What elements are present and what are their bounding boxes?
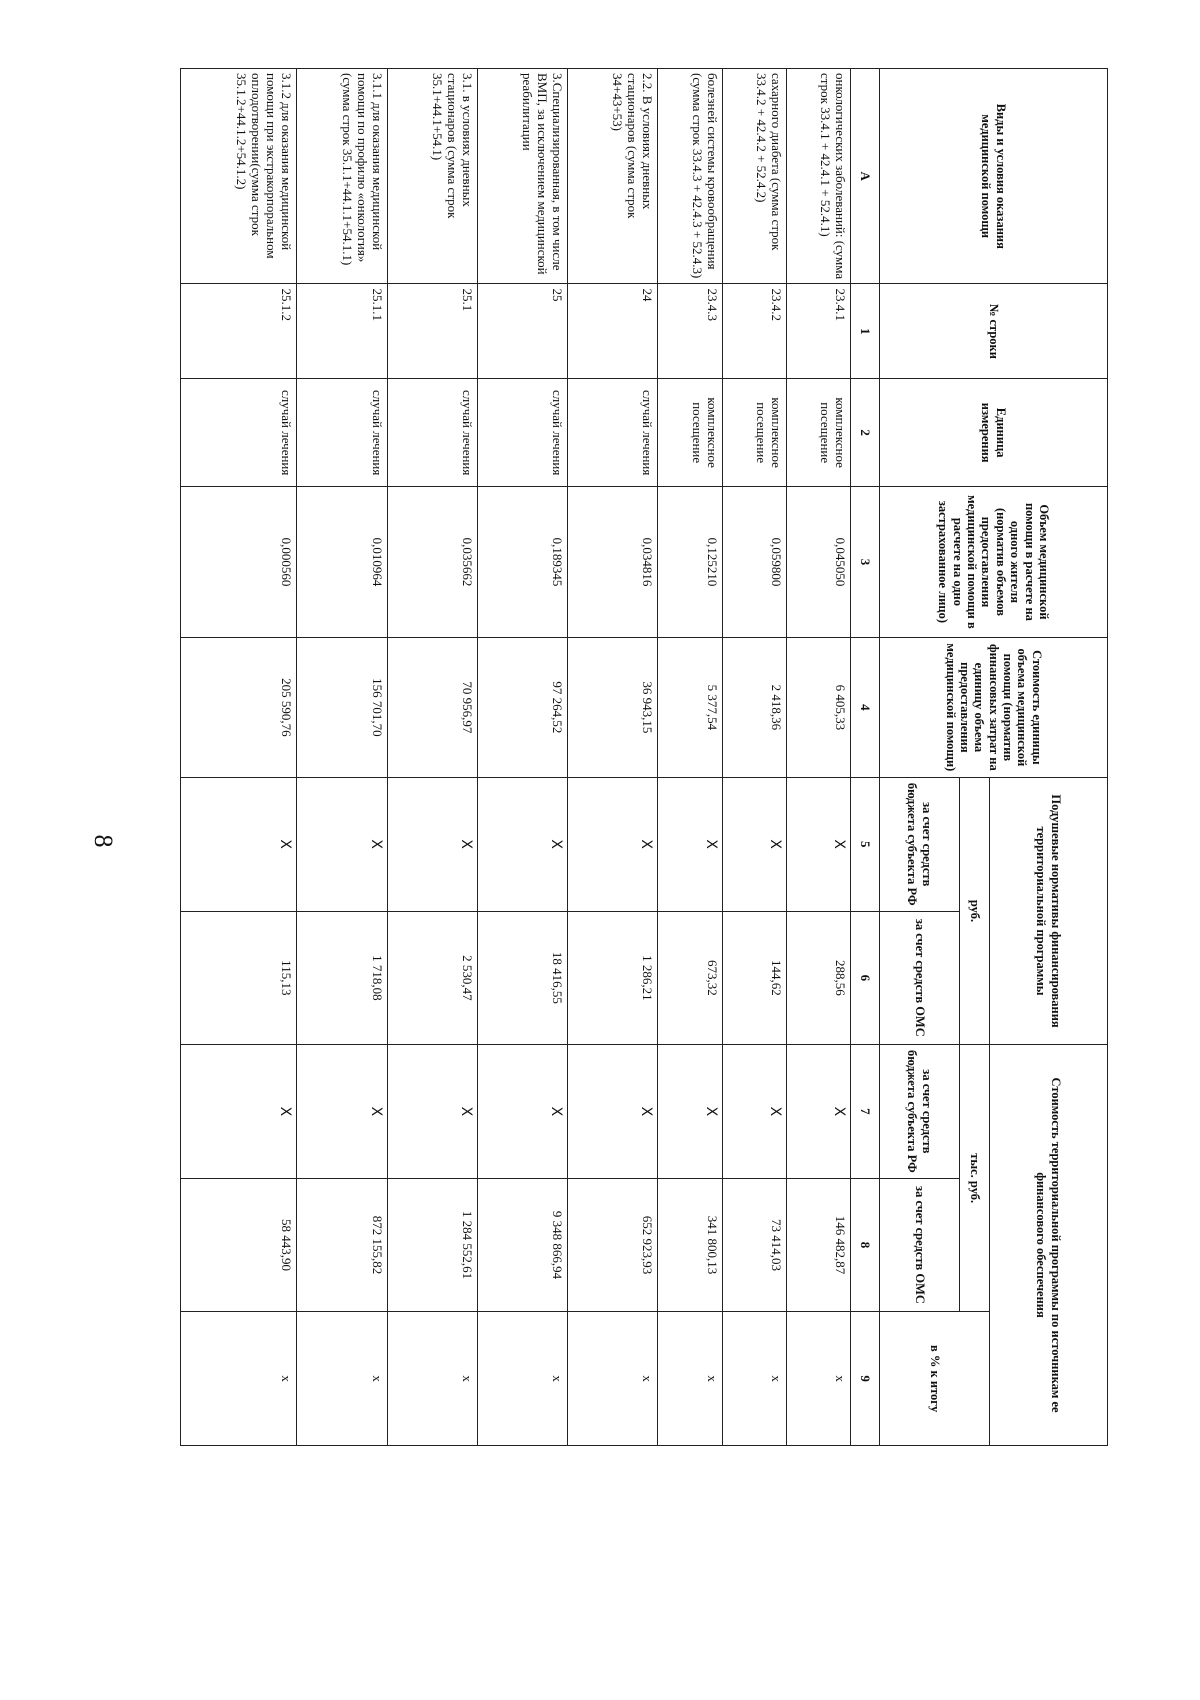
row-unit: комплексное посещение	[786, 379, 850, 487]
row-oms-per-capita: 1 286,21	[568, 911, 658, 1045]
row-unit: комплексное посещение	[722, 379, 786, 487]
header-unit-thousand-rub: тыс. руб.	[960, 1045, 990, 1312]
row-name: сахарного диабета (сумма строк 33.4.2 + 42.4.2 + 52.4.2)	[722, 69, 786, 284]
row-oms-per-capita: 673,32	[658, 911, 722, 1045]
row-oms-total: 146 482,87	[786, 1178, 850, 1312]
row-oms-per-capita: 2 530,47	[387, 911, 477, 1045]
row-budget-total: X	[387, 1045, 477, 1179]
row-volume: 0,000560	[181, 487, 297, 638]
header-col-a: Виды и условия оказания медицинской помощи	[880, 69, 1108, 284]
row-cost: 36 943,15	[568, 637, 658, 777]
row-budget-total: X	[181, 1045, 297, 1179]
row-volume: 0,010964	[297, 487, 387, 638]
row-oms-per-capita: 115,13	[181, 911, 297, 1045]
row-budget-total: X	[722, 1045, 786, 1179]
row-percent: x	[568, 1312, 658, 1446]
row-name: 3.1.1 для оказания медицинской помощи по профилю «онкология» (сумма строк 35.1.1+44.1.1+54.1.1)	[297, 69, 387, 284]
row-cost: 6 405,33	[786, 637, 850, 777]
column-number: 3	[851, 487, 880, 638]
column-number: 5	[851, 777, 880, 911]
row-name: 3.1. в условиях дневных стационаров (сумма строк 35.1+44.1+54.1)	[387, 69, 477, 284]
header-col-3: Объем медицинской помощи в расчете на одного жителя (норматив объемов предоставления медицинской помощи в расчете на одно застрахованное лицо)	[880, 487, 1108, 638]
row-line-number: 23.4.2	[722, 284, 786, 379]
row-cost: 205 590,76	[181, 637, 297, 777]
row-volume: 0,125210	[658, 487, 722, 638]
table-row	[568, 69, 658, 1446]
row-name: 2.2. В условиях дневных стационаров (сумма строк 34+43+53)	[568, 69, 658, 284]
row-budget-total: X	[658, 1045, 722, 1179]
table-row	[477, 69, 567, 1446]
row-volume: 0,045050	[786, 487, 850, 638]
row-percent: x	[477, 1312, 567, 1446]
table-row	[722, 69, 786, 1446]
header-col-4: Стоимость единицы объема медицинской помощи (норматив финансовых затрат на единицу объема предоставления медицинской помощи)	[880, 637, 1108, 777]
row-budget-total: X	[786, 1045, 850, 1179]
row-percent: x	[387, 1312, 477, 1446]
column-number: 8	[851, 1178, 880, 1312]
row-oms-total: 9 348 866,94	[477, 1178, 567, 1312]
row-name: болезней системы кровообращения (сумма строк 33.4.3 + 42.4.3 + 52.4.3)	[658, 69, 722, 284]
header-col-9: в % к итогу	[880, 1312, 990, 1446]
row-oms-total: 341 800,13	[658, 1178, 722, 1312]
row-volume: 0,034816	[568, 487, 658, 638]
row-budget-total: X	[477, 1045, 567, 1179]
row-budget-per-capita: X	[181, 777, 297, 911]
row-budget-per-capita: X	[568, 777, 658, 911]
row-budget-per-capita: X	[658, 777, 722, 911]
row-oms-per-capita: 1 718,08	[297, 911, 387, 1045]
column-number: 2	[851, 379, 880, 487]
table-row	[786, 69, 850, 1446]
row-oms-total: 73 414,03	[722, 1178, 786, 1312]
row-oms-per-capita: 288,56	[786, 911, 850, 1045]
row-unit: случай лечения	[477, 379, 567, 487]
row-oms-total: 1 284 552,61	[387, 1178, 477, 1312]
row-budget-total: X	[297, 1045, 387, 1179]
row-volume: 0,035662	[387, 487, 477, 638]
row-oms-total: 58 443,90	[181, 1178, 297, 1312]
header-col-2: Единица измерения	[880, 379, 1108, 487]
header-col-8: за счет средств ОМС	[880, 1178, 960, 1312]
row-percent: x	[722, 1312, 786, 1446]
column-number: 4	[851, 637, 880, 777]
row-line-number: 24	[568, 284, 658, 379]
column-number: А	[851, 69, 880, 284]
row-unit: случай лечения	[181, 379, 297, 487]
row-name: 3.Специализированная, в том числе ВМП, за исключением медицинской реабилитации	[477, 69, 567, 284]
row-budget-per-capita: X	[786, 777, 850, 911]
row-volume: 0,189345	[477, 487, 567, 638]
column-number: 9	[851, 1312, 880, 1446]
row-percent: x	[786, 1312, 850, 1446]
row-volume: 0,059800	[722, 487, 786, 638]
header-col-6: за счет средств ОМС	[880, 911, 960, 1045]
row-cost: 156 701,70	[297, 637, 387, 777]
row-line-number: 25.1	[387, 284, 477, 379]
page-number: 8	[89, 834, 118, 848]
table-row	[181, 69, 297, 1446]
row-oms-per-capita: 18 416,55	[477, 911, 567, 1045]
table-row	[297, 69, 387, 1446]
header-unit-rub: руб.	[960, 777, 990, 1044]
row-budget-per-capita: X	[477, 777, 567, 911]
column-number-row	[851, 69, 880, 1446]
header-col-5: за счет средств бюджета субъекта РФ	[880, 777, 960, 911]
column-number: 6	[851, 911, 880, 1045]
row-line-number: 23.4.1	[786, 284, 850, 379]
row-name: 3.1.2 для оказания медицинской помощи при экстракорпоральном оплодотворении(сумма строк 35.1.2+44.1.2+54.1.2)	[181, 69, 297, 284]
row-cost: 2 418,36	[722, 637, 786, 777]
row-line-number: 23.4.3	[658, 284, 722, 379]
row-oms-per-capita: 144,62	[722, 911, 786, 1045]
row-oms-total: 872 155,82	[297, 1178, 387, 1312]
row-unit: комплексное посещение	[658, 379, 722, 487]
row-name: онкологических заболеваний: (сумма строк 33.4.1 + 42.4.1 + 52.4.1)	[786, 69, 850, 284]
row-budget-per-capita: X	[722, 777, 786, 911]
row-budget-per-capita: X	[297, 777, 387, 911]
header-col-7: за счет средств бюджета субъекта РФ	[880, 1045, 960, 1179]
rotated-table-wrapper	[180, 68, 1108, 1446]
row-cost: 97 264,52	[477, 637, 567, 777]
column-number: 7	[851, 1045, 880, 1179]
row-line-number: 25.1.2	[181, 284, 297, 379]
row-cost: 5 377,54	[658, 637, 722, 777]
header-group-7-9: Стоимость территориальной программы по источникам ее финансового обеспечения	[990, 1045, 1108, 1446]
row-unit: случай лечения	[568, 379, 658, 487]
row-percent: x	[297, 1312, 387, 1446]
row-budget-total: X	[568, 1045, 658, 1179]
row-unit: случай лечения	[297, 379, 387, 487]
medical-care-table	[180, 68, 1108, 1446]
column-number: 1	[851, 284, 880, 379]
header-col-1: № строки	[880, 284, 1108, 379]
row-unit: случай лечения	[387, 379, 477, 487]
row-line-number: 25	[477, 284, 567, 379]
row-line-number: 25.1.1	[297, 284, 387, 379]
table-row	[387, 69, 477, 1446]
table-row	[658, 69, 722, 1446]
row-percent: x	[658, 1312, 722, 1446]
row-oms-total: 652 923,93	[568, 1178, 658, 1312]
header-group-5-6: Подушевые нормативы финансирования территориальной программы	[990, 777, 1108, 1044]
row-budget-per-capita: X	[387, 777, 477, 911]
row-percent: x	[181, 1312, 297, 1446]
row-cost: 70 956,97	[387, 637, 477, 777]
